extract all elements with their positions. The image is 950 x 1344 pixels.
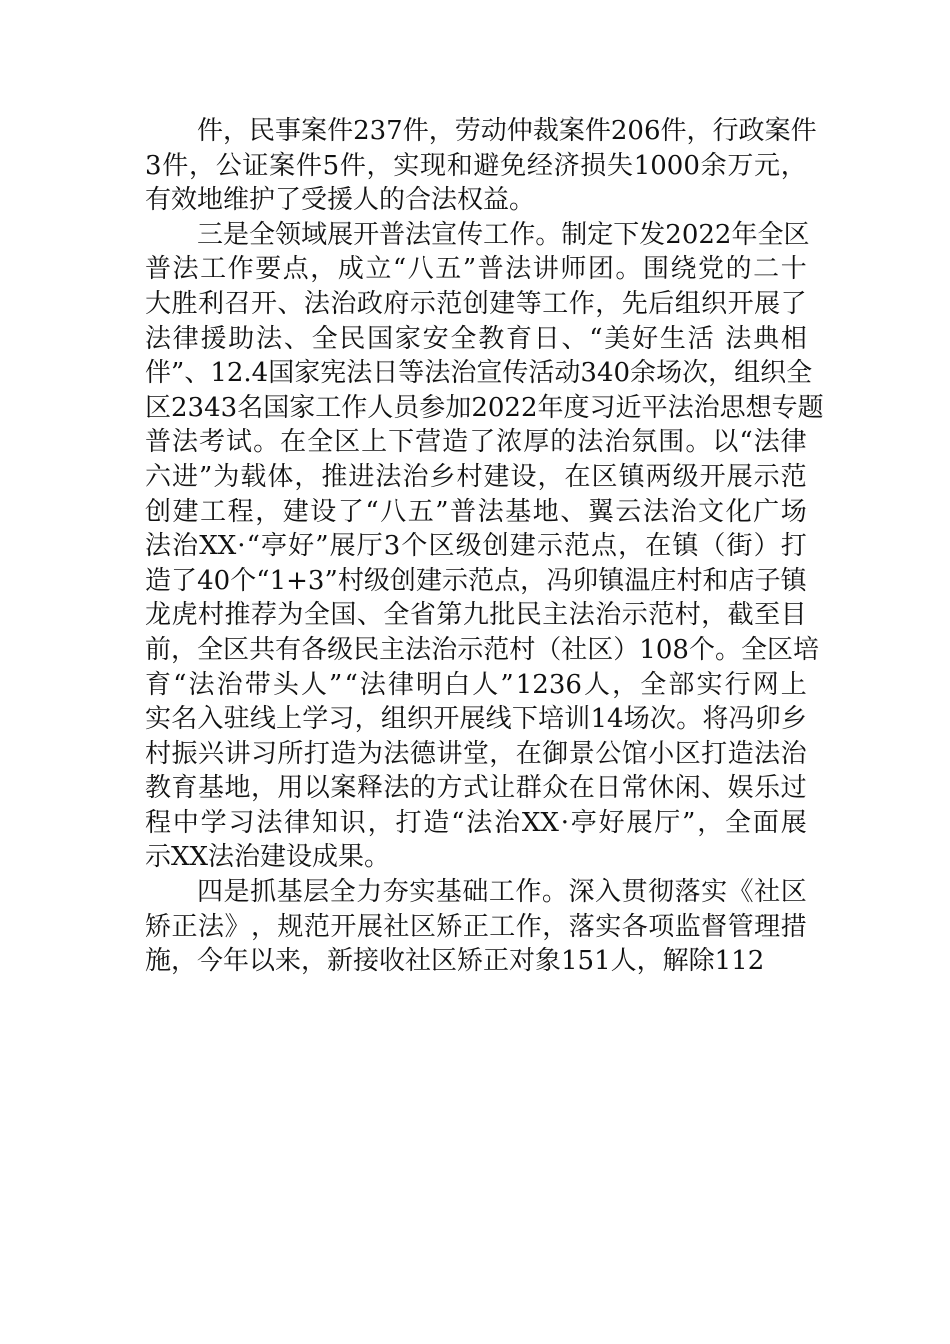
text-line: 有效地维护了受援人的合法权益。: [145, 185, 536, 216]
text-line: 育 “ 法 治 带 头 人 ” “ 法 律 明 白 人 ” 1236 人 ， 全 部 实 行 网 上: [145, 669, 807, 700]
text-line: 施，今年以来，新接收社区矫正对象151人，解除112: [145, 946, 765, 977]
text-line: 四 是 抓 基 层 全 力 夯 实 基 础 工 作 。 深 入 贯 彻 落 实 《 社 区: [197, 877, 807, 908]
text-line: 示XX法治建设成果。: [145, 842, 391, 873]
text-line: 创 建 工 程 ， 建 设 了 “ 八 五 ” 普 法 基 地 、 翼 云 法 治 文 化 广 场: [145, 496, 807, 527]
text-line: 六 进 ” 为 载 体 ， 推 进 法 治 乡 村 建 设 ， 在 区 镇 两 级 开 展 示 范: [145, 461, 807, 492]
text-line: 实 名 入 驻 线 上 学 习 ， 组 织 开 展 线 下 培 训 14 场 次 。 将 冯 卯 乡: [145, 704, 807, 735]
text-line: 普 法 考 试 。 在 全 区 上 下 营 造 了 浓 厚 的 法 治 氛 围 。 以 “ 法 律: [145, 427, 807, 458]
text-line: 矫 正 法 》 ， 规 范 开 展 社 区 矫 正 工 作 ， 落 实 各 项 监 督 管 理 措: [145, 911, 807, 942]
text-line: 伴 ” 、 12.4 国 家 宪 法 日 等 法 治 宣 传 活 动 340 余 场 次 ， 组 织 全: [145, 358, 813, 389]
text-line: 件 ， 民 事 案 件 237 件 ， 劳 动 仲 裁 案 件 206 件 ， 行 政 案 件: [197, 116, 817, 146]
text-line: 区 2343 名 国 家 工 作 人 员 参 加 2022 年 度 习 近 平 法 治 思 想 专 题: [145, 392, 824, 423]
text-line: 村 振 兴 讲 习 所 打 造 为 法 德 讲 堂 ， 在 御 景 公 馆 小 区 打 造 法 治: [145, 738, 807, 769]
text-line: 造 了 40 个 “ 1+3 ” 村 级 创 建 示 范 点 ， 冯 卯 镇 温 庄 村 和 店 子 镇: [145, 565, 807, 596]
text-line: 三 是 全 领 域 展 开 普 法 宣 传 工 作 。 制 定 下 发 2022 年 全 区: [197, 219, 810, 250]
text-line: 法 律 援 助 法 、 全 民 国 家 安 全 教 育 日 、 “ 美 好 生 活 法 典 相: [145, 323, 807, 354]
text-line: 程 中 学 习 法 律 知 识 ， 打 造 “ 法 治 XX · 亭 好 展 厅 ” ， 全 面 展: [145, 807, 807, 838]
document-body: [145, 114, 824, 979]
text-line: 3 件 ， 公 证 案 件 5 件 ， 实 现 和 避 免 经 济 损 失 1000 余 万 元 ，: [145, 150, 807, 181]
text-line: 教 育 基 地 ， 用 以 案 释 法 的 方 式 让 群 众 在 日 常 休 闲 、 娱 乐 过: [145, 773, 807, 804]
text-line: 大 胜 利 召 开 、 法 治 政 府 示 范 创 建 等 工 作 ， 先 后 组 织 开 展 了: [145, 288, 807, 319]
text-line: 前 ， 全 区 共 有 各 级 民 主 法 治 示 范 村 （ 社 区 ） 108 个 。 全 区 培: [145, 634, 820, 665]
text-line: 龙 虎 村 推 荐 为 全 国 、 全 省 第 九 批 民 主 法 治 示 范 村 ， 截 至 目: [145, 600, 807, 631]
text-line: 法 治 XX · “ 亭 好 ” 展 厅 3 个 区 级 创 建 示 范 点 ， 在 镇 （ 街 ） 打: [145, 531, 807, 562]
text-line: 普 法 工 作 要 点 ， 成 立 “ 八 五 ” 普 法 讲 师 团 。 围 绕 党 的 二 十: [145, 254, 807, 285]
